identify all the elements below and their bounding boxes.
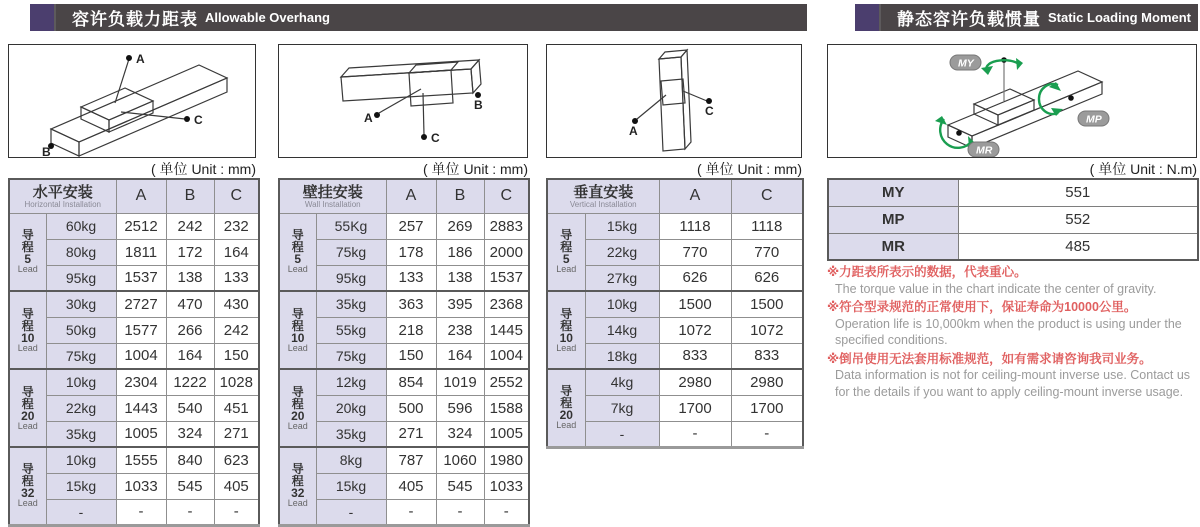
load-cell: 60kg	[46, 213, 116, 239]
unit-label-mm: ( 单位 Unit : mm)	[151, 161, 256, 177]
point-label-c: C	[194, 113, 203, 127]
section-header-allowable-overhang	[30, 4, 807, 31]
value-cell: 1005	[484, 421, 529, 447]
badge-my	[950, 55, 981, 70]
value-cell: 2512	[116, 213, 166, 239]
value-cell: 1118	[731, 213, 803, 239]
svg-text:MP: MP	[1086, 113, 1102, 126]
header-row	[9, 179, 259, 213]
table-row	[828, 179, 1198, 206]
table-title-en: Vertical Installation	[569, 200, 637, 210]
value-cell: 1028	[214, 369, 259, 395]
value-cell: -	[386, 499, 436, 525]
header-row	[547, 179, 803, 213]
value-cell: 186	[436, 239, 484, 265]
table-row	[828, 233, 1198, 260]
load-cell: 80kg	[46, 239, 116, 265]
table-row	[279, 265, 529, 291]
column-header-b: B	[166, 179, 214, 213]
column-header-a: A	[659, 179, 731, 213]
table-row	[279, 447, 529, 473]
value-cell: 545	[436, 473, 484, 499]
point-label-c: C	[705, 104, 714, 118]
load-cell: -	[585, 421, 659, 447]
value-cell: 1019	[436, 369, 484, 395]
value-cell: 1445	[484, 317, 529, 343]
lead-cell: 导 程 10 Lead	[9, 291, 46, 369]
load-cell: 12kg	[316, 369, 386, 395]
value-cell: 164	[436, 343, 484, 369]
value-cell: 1005	[116, 421, 166, 447]
value-cell: 770	[731, 239, 803, 265]
note-zh: ※倒吊使用无法套用标准规范，如有需求请咨询我司业务。	[827, 351, 1152, 366]
diagram-vertical-installation	[546, 44, 802, 158]
vertical-installation-table	[546, 178, 804, 449]
badge-mp	[1078, 111, 1109, 126]
value-cell: 133	[386, 265, 436, 291]
value-cell: -	[214, 499, 259, 525]
lead-cell: 导 程 32 Lead	[279, 447, 316, 525]
lead-cell: 导 程 5 Lead	[9, 213, 46, 291]
value-cell: 451	[214, 395, 259, 421]
value-cell: -	[116, 499, 166, 525]
value-cell: -	[166, 499, 214, 525]
value-cell: 1555	[116, 447, 166, 473]
header-accent-square	[855, 4, 881, 31]
lead-cell: 导 程 20 Lead	[9, 369, 46, 447]
table-horizontal-installation-holder	[8, 178, 260, 527]
column-header-c: C	[731, 179, 803, 213]
table-row	[279, 213, 529, 239]
value-cell: 1072	[659, 317, 731, 343]
value-cell: 271	[386, 421, 436, 447]
value-cell: 623	[214, 447, 259, 473]
table-row	[547, 317, 803, 343]
load-cell: 10kg	[46, 447, 116, 473]
table-row	[828, 206, 1198, 233]
moment-value-mr: 485	[958, 233, 1198, 260]
load-cell: 55kg	[316, 317, 386, 343]
value-cell: 2980	[659, 369, 731, 395]
note-item	[827, 299, 1199, 348]
table-row	[547, 291, 803, 317]
point-label-c: C	[431, 131, 440, 145]
table-title-en: Wall Installation	[304, 200, 361, 210]
value-cell: 1537	[116, 265, 166, 291]
header-accent-square	[30, 4, 56, 31]
value-cell: 178	[386, 239, 436, 265]
table-row	[547, 369, 803, 395]
load-cell: 18kg	[585, 343, 659, 369]
load-cell: 10kg	[46, 369, 116, 395]
point-label-a: A	[629, 124, 638, 138]
header-row	[279, 179, 529, 213]
table-row	[547, 343, 803, 369]
value-cell: 242	[166, 213, 214, 239]
load-cell: 15kg	[316, 473, 386, 499]
value-cell: 1577	[116, 317, 166, 343]
value-cell: 626	[731, 265, 803, 291]
table-row	[279, 369, 529, 395]
value-cell: 150	[214, 343, 259, 369]
table-title-en: Horizontal Installation	[24, 200, 101, 210]
value-cell: 218	[386, 317, 436, 343]
notes-block	[827, 264, 1199, 402]
value-cell: 1033	[116, 473, 166, 499]
value-cell: 770	[659, 239, 731, 265]
value-cell: 238	[436, 317, 484, 343]
value-cell: 324	[166, 421, 214, 447]
value-cell: 596	[436, 395, 484, 421]
column-header-b: B	[436, 179, 484, 213]
table-row	[279, 421, 529, 447]
column-header-a: A	[386, 179, 436, 213]
value-cell: 540	[166, 395, 214, 421]
lead-cell: 导 程 5 Lead	[547, 213, 585, 291]
section-header-static-loading-moment	[855, 4, 1198, 31]
moment-label-mp: MP	[828, 206, 958, 233]
value-cell: 133	[214, 265, 259, 291]
value-cell: 324	[436, 421, 484, 447]
column-header-c: C	[484, 179, 529, 213]
value-cell: 242	[214, 317, 259, 343]
table-title	[279, 179, 386, 213]
value-cell: 150	[386, 343, 436, 369]
value-cell: -	[659, 421, 731, 447]
column-header-a: A	[116, 179, 166, 213]
table-row	[279, 473, 529, 499]
horizontal-installation-table	[8, 178, 260, 527]
value-cell: 1980	[484, 447, 529, 473]
point-label-a: A	[136, 52, 145, 66]
lead-cell: 导 程 32 Lead	[9, 447, 46, 525]
value-cell: 1222	[166, 369, 214, 395]
value-cell: 2727	[116, 291, 166, 317]
moment-label-my: MY	[828, 179, 958, 206]
value-cell: 787	[386, 447, 436, 473]
value-cell: 545	[166, 473, 214, 499]
value-cell: 257	[386, 213, 436, 239]
value-cell: 1033	[484, 473, 529, 499]
value-cell: 626	[659, 265, 731, 291]
diagram-horizontal-installation	[8, 44, 256, 158]
value-cell: -	[484, 499, 529, 525]
table-row	[547, 421, 803, 447]
value-cell: 1537	[484, 265, 529, 291]
load-cell: 55Kg	[316, 213, 386, 239]
load-cell: 27kg	[585, 265, 659, 291]
value-cell: 269	[436, 213, 484, 239]
diagram-moment-directions	[827, 44, 1197, 158]
value-cell: 430	[214, 291, 259, 317]
value-cell: 164	[214, 239, 259, 265]
lead-cell: 导 程 5 Lead	[279, 213, 316, 291]
value-cell: 363	[386, 291, 436, 317]
note-item	[827, 351, 1199, 400]
unit-label-mm: ( 单位 Unit : mm)	[423, 161, 528, 177]
value-cell: 1118	[659, 213, 731, 239]
lead-cell: 导 程 20 Lead	[547, 369, 585, 447]
value-cell: 854	[386, 369, 436, 395]
static-loading-moment-table	[827, 178, 1199, 261]
value-cell: -	[436, 499, 484, 525]
table-row	[547, 213, 803, 239]
load-cell: 10kg	[585, 291, 659, 317]
value-cell: 1500	[731, 291, 803, 317]
value-cell: 500	[386, 395, 436, 421]
diagram-wall-installation	[278, 44, 528, 158]
load-cell: 7kg	[585, 395, 659, 421]
table-row	[279, 239, 529, 265]
unit-label-mm: ( 单位 Unit : mm)	[697, 161, 802, 177]
table-static-loading-moment-holder	[827, 178, 1199, 261]
value-cell: 1004	[484, 343, 529, 369]
load-cell: 30kg	[46, 291, 116, 317]
value-cell: 833	[731, 343, 803, 369]
note-item	[827, 264, 1199, 297]
value-cell: 470	[166, 291, 214, 317]
load-cell: 4kg	[585, 369, 659, 395]
value-cell: 164	[166, 343, 214, 369]
vertical-rail-drawing	[547, 45, 801, 157]
value-cell: 405	[386, 473, 436, 499]
table-row	[9, 239, 259, 265]
wall-installation-table	[278, 178, 530, 527]
value-cell: 1500	[659, 291, 731, 317]
table-row	[547, 265, 803, 291]
value-cell: 172	[166, 239, 214, 265]
load-cell: 22kg	[46, 395, 116, 421]
value-cell: 138	[436, 265, 484, 291]
table-row	[279, 317, 529, 343]
value-cell: 266	[166, 317, 214, 343]
table-title	[9, 179, 116, 213]
note-en: Data information is not for ceiling-mount inverse use. Contact us for the details if you want to apply ceiling-mount inverse usage.	[835, 368, 1191, 399]
table-row	[9, 343, 259, 369]
point-label-b: B	[42, 145, 51, 157]
load-cell: 50kg	[46, 317, 116, 343]
table-row	[9, 421, 259, 447]
table-title-zh: 垂直安装	[573, 183, 634, 201]
table-row	[279, 499, 529, 525]
value-cell: -	[731, 421, 803, 447]
point-label-a: A	[364, 111, 373, 125]
table-row	[279, 291, 529, 317]
value-cell: 1072	[731, 317, 803, 343]
load-cell: 20kg	[316, 395, 386, 421]
table-wall-installation-holder	[278, 178, 530, 527]
note-en: The torque value in the chart indicate the center of gravity.	[835, 281, 1157, 296]
table-row	[9, 395, 259, 421]
load-cell: -	[46, 499, 116, 525]
lead-cell: 导 程 10 Lead	[279, 291, 316, 369]
load-cell: 95kg	[316, 265, 386, 291]
load-cell: 35kg	[46, 421, 116, 447]
load-cell: 35kg	[316, 421, 386, 447]
table-row	[9, 213, 259, 239]
value-cell: 2552	[484, 369, 529, 395]
value-cell: 1443	[116, 395, 166, 421]
load-cell: 75kg	[316, 239, 386, 265]
load-cell: 95kg	[46, 265, 116, 291]
column-header-c: C	[214, 179, 259, 213]
table-title-zh: 水平安装	[32, 183, 93, 201]
table-row	[9, 369, 259, 395]
value-cell: 833	[659, 343, 731, 369]
value-cell: 1811	[116, 239, 166, 265]
value-cell: 1004	[116, 343, 166, 369]
table-row	[9, 473, 259, 499]
load-cell: 8kg	[316, 447, 386, 473]
load-cell: 14kg	[585, 317, 659, 343]
value-cell: 1588	[484, 395, 529, 421]
table-vertical-installation-holder	[546, 178, 804, 449]
value-cell: 138	[166, 265, 214, 291]
table-title-zh: 壁挂安装	[302, 183, 363, 201]
section-title-en: Static Loading Moment	[1048, 10, 1191, 25]
value-cell: 405	[214, 473, 259, 499]
moment-value-my: 551	[958, 179, 1198, 206]
moment-label-mr: MR	[828, 233, 958, 260]
table-row	[9, 317, 259, 343]
value-cell: 2883	[484, 213, 529, 239]
load-cell: 15kg	[46, 473, 116, 499]
note-zh: ※力距表所表示的数据，代表重心。	[827, 265, 1027, 279]
value-cell: 2368	[484, 291, 529, 317]
table-row	[9, 499, 259, 525]
unit-label-nm: ( 单位 Unit : N.m)	[1089, 161, 1197, 177]
badge-mr	[968, 142, 999, 157]
value-cell: 1700	[659, 395, 731, 421]
table-row	[279, 343, 529, 369]
svg-text:MR: MR	[976, 144, 993, 157]
load-cell: 15kg	[585, 213, 659, 239]
section-title-zh: 容许负载力距表	[72, 10, 198, 29]
point-label-b: B	[474, 98, 483, 112]
table-row	[279, 395, 529, 421]
load-cell: 35kg	[316, 291, 386, 317]
horizontal-rail-isometric-drawing	[9, 45, 257, 157]
load-cell: -	[316, 499, 386, 525]
value-cell: 1060	[436, 447, 484, 473]
load-cell: 75kg	[316, 343, 386, 369]
table-row	[547, 239, 803, 265]
table-row	[9, 447, 259, 473]
moment-value-mp: 552	[958, 206, 1198, 233]
value-cell: 1700	[731, 395, 803, 421]
section-title-en: Allowable Overhang	[205, 10, 330, 25]
value-cell: 2000	[484, 239, 529, 265]
value-cell: 2980	[731, 369, 803, 395]
value-cell: 395	[436, 291, 484, 317]
table-row	[9, 265, 259, 291]
lead-cell: 导 程 20 Lead	[279, 369, 316, 447]
load-cell: 75kg	[46, 343, 116, 369]
section-title-zh: 静态容许负载惯量	[897, 10, 1041, 29]
table-row	[9, 291, 259, 317]
table-row	[547, 395, 803, 421]
value-cell: 232	[214, 213, 259, 239]
moment-rail-drawing	[828, 45, 1196, 157]
load-cell: 22kg	[585, 239, 659, 265]
wall-rail-drawing	[279, 45, 527, 157]
value-cell: 840	[166, 447, 214, 473]
value-cell: 2304	[116, 369, 166, 395]
value-cell: 271	[214, 421, 259, 447]
table-title	[547, 179, 659, 213]
note-zh: ※符合型录规范的正常使用下，保证寿命为10000公里。	[827, 300, 1137, 315]
svg-text:MY: MY	[958, 57, 974, 70]
lead-cell: 导 程 10 Lead	[547, 291, 585, 369]
note-en: Operation life is 10,000km when the product is using under the specified conditions.	[835, 317, 1182, 348]
